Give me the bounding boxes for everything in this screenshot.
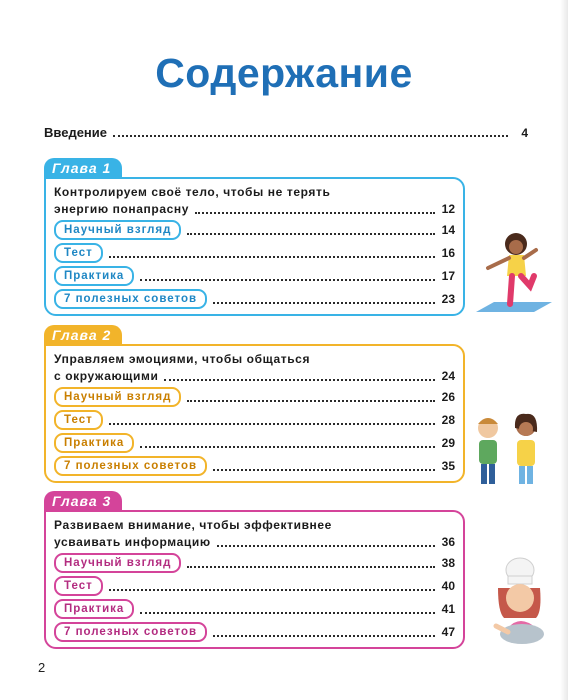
- toc-item-science[interactable]: [54, 388, 455, 406]
- children-talking-illustration: [470, 410, 550, 490]
- dot-leader: [195, 212, 435, 214]
- chapter-title-row[interactable]: [54, 200, 455, 218]
- dot-leader: [213, 635, 435, 637]
- dot-leader: [187, 566, 435, 568]
- item-page: 26: [441, 390, 455, 404]
- item-pill: Тест: [54, 410, 103, 430]
- dot-leader: [109, 256, 435, 258]
- toc-item-science[interactable]: [54, 554, 455, 572]
- chapter-tab[interactable]: Глава 3: [44, 491, 122, 512]
- dot-leader: [164, 379, 435, 381]
- toc-item-science[interactable]: [54, 221, 455, 239]
- chapter-title[interactable]: [54, 351, 454, 367]
- dot-leader: [217, 545, 435, 547]
- item-pill: Практика: [54, 433, 134, 453]
- toc-item-practice[interactable]: [54, 267, 455, 285]
- page-title: Содержание: [155, 50, 413, 96]
- dot-leader: [113, 135, 508, 137]
- chapter-title-line1: Управляем эмоциями, чтобы общаться: [54, 352, 311, 366]
- girl-balancing-illustration: [474, 228, 554, 320]
- chapter-title[interactable]: [54, 184, 454, 200]
- item-pill: 7 полезных советов: [54, 622, 207, 642]
- item-page: 23: [441, 292, 455, 306]
- item-page: 38: [441, 556, 455, 570]
- item-pill: Практика: [54, 599, 134, 619]
- girl-cooking-illustration: [478, 556, 560, 648]
- chapter-1: [44, 158, 465, 318]
- item-pill: Научный взгляд: [54, 220, 181, 240]
- intro-label: Введение: [44, 125, 107, 140]
- intro-page: 4: [521, 126, 528, 140]
- chapter-title-line1: Контролируем своё тело, чтобы не терять: [54, 185, 331, 199]
- chapter-title-page: 36: [441, 535, 455, 549]
- item-pill: Практика: [54, 266, 134, 286]
- dot-leader: [109, 423, 435, 425]
- toc-item-practice[interactable]: [54, 434, 455, 452]
- chapter-title-page: 12: [441, 202, 455, 216]
- item-pill: Тест: [54, 576, 103, 596]
- chapter-title-row[interactable]: [54, 533, 455, 551]
- item-pill: Научный взгляд: [54, 387, 181, 407]
- toc-item-tips[interactable]: [54, 623, 455, 641]
- item-pill: Тест: [54, 243, 103, 263]
- dot-leader: [187, 233, 435, 235]
- item-page: 16: [441, 246, 455, 260]
- chapter-box: [44, 344, 465, 483]
- item-page: 28: [441, 413, 455, 427]
- item-page: 17: [441, 269, 455, 283]
- toc-item-tips[interactable]: [54, 457, 455, 475]
- item-page: 29: [441, 436, 455, 450]
- chapter-2: [44, 325, 465, 485]
- dot-leader: [140, 446, 435, 448]
- toc-item-test[interactable]: [54, 577, 455, 595]
- toc-intro[interactable]: [44, 125, 528, 140]
- item-page: 35: [441, 459, 455, 473]
- chapter-title-line1: Развиваем внимание, чтобы эффективнее: [54, 518, 332, 532]
- item-pill: 7 полезных советов: [54, 456, 207, 476]
- chapter-title-line2: с окружающими: [54, 369, 159, 383]
- dot-leader: [140, 612, 435, 614]
- dot-leader: [140, 279, 435, 281]
- chapter-3: [44, 491, 465, 651]
- chapter-tab[interactable]: Глава 1: [44, 158, 122, 179]
- item-page: 47: [441, 625, 455, 639]
- dot-leader: [213, 302, 435, 304]
- dot-leader: [187, 400, 435, 402]
- item-page: 41: [441, 602, 455, 616]
- item-pill: Научный взгляд: [54, 553, 181, 573]
- toc-item-practice[interactable]: [54, 600, 455, 618]
- item-page: 40: [441, 579, 455, 593]
- chapter-title-page: 24: [441, 369, 455, 383]
- dot-leader: [213, 469, 435, 471]
- toc-item-test[interactable]: [54, 411, 455, 429]
- toc-item-test[interactable]: [54, 244, 455, 262]
- chapter-title-row[interactable]: [54, 367, 455, 385]
- item-pill: 7 полезных советов: [54, 289, 207, 309]
- chapter-title[interactable]: [54, 517, 454, 533]
- page-number: 2: [38, 660, 46, 675]
- chapter-box: [44, 177, 465, 316]
- page-edge-shadow: [560, 0, 568, 700]
- chapter-box: [44, 510, 465, 649]
- dot-leader: [109, 589, 435, 591]
- toc-item-tips[interactable]: [54, 290, 455, 308]
- chapter-title-line2: энергию понапрасну: [54, 202, 189, 216]
- chapter-tab[interactable]: Глава 2: [44, 325, 122, 346]
- item-page: 14: [441, 223, 455, 237]
- chapter-title-line2: усваивать информацию: [54, 535, 211, 549]
